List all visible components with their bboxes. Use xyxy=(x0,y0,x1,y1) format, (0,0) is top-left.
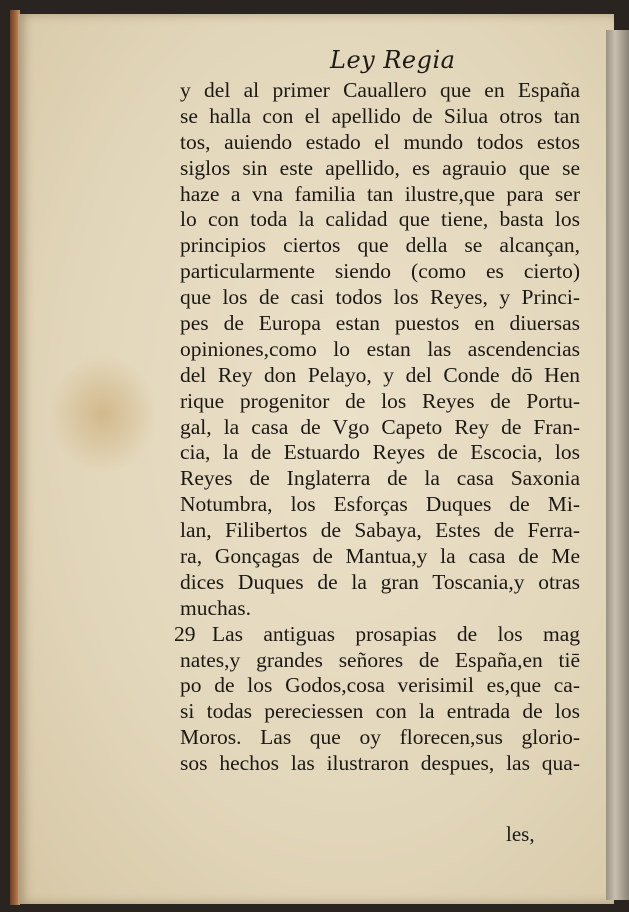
text-line: Notumbra, los Esforças Duques de Mi- xyxy=(180,492,580,517)
text-line: Reyes de Inglaterra de la casa Saxonia xyxy=(180,466,580,491)
text-line: y del al primer Cauallero que en España xyxy=(180,78,580,102)
text-line: particularmente siendo (como es cierto) xyxy=(180,259,580,284)
text-line: nates,y grandes señores de España,en tiē xyxy=(180,647,580,672)
text-line: que los de casi todos los Reyes, y Princi- xyxy=(180,285,580,310)
text-line: gal, la casa de Vgo Capeto Rey de Fran- xyxy=(180,414,580,439)
paper-stain xyxy=(48,354,158,474)
text-line: pes de Europa estan puestos en diuersas xyxy=(180,311,580,336)
running-head: Ley Regia xyxy=(330,46,456,74)
body-text xyxy=(174,78,580,777)
page-edge xyxy=(606,30,629,900)
text-line: rique progenitor de los Reyes de Portu- xyxy=(180,388,580,413)
text-line: ra, Gonçagas de Mantua,y la casa de Me xyxy=(180,544,580,569)
text-line: Las antiguas prosapias de los mag xyxy=(212,621,580,646)
text-line: muchas. xyxy=(180,595,252,620)
text-line: haze a vna familia tan ilustre,que para ser xyxy=(180,181,580,206)
text-line: Moros. Las que oy florecen,sus glorio- xyxy=(180,725,580,750)
text-line: del Rey don Pelayo, y del Conde dō Hen xyxy=(180,362,580,387)
paragraph-number: 29 xyxy=(174,621,196,646)
text-line: siglos sin este apellido, es agrauio que se xyxy=(180,155,580,180)
paragraph-first-line xyxy=(174,621,580,648)
text-line: dices Duques de la gran Toscania,y otras xyxy=(180,569,580,594)
text-line: sos hechos las ilustraron despues, las qua- xyxy=(180,751,580,776)
text-line: lan, Filibertos de Sabaya, Estes de Ferra- xyxy=(180,518,580,543)
text-line: si todas pereciessen con la entrada de los xyxy=(180,699,580,724)
text-line: se halla con el apellido de Silua otros tan xyxy=(180,103,580,128)
text-line: principios ciertos que della se alcançan, xyxy=(180,233,580,258)
text-line: cia, la de Estuardo Reyes de Escocia, los xyxy=(180,440,580,465)
text-line: po de los Godos,cosa verisimil es,que ca- xyxy=(180,673,580,698)
text-line: tos, auiendo estado el mundo todos estos xyxy=(180,129,580,154)
text-line: opiniones,como lo estan las ascendencias xyxy=(180,336,580,361)
text-line: lo con toda la calidad que tiene, basta los xyxy=(180,207,580,232)
catchword: les, xyxy=(506,822,535,846)
